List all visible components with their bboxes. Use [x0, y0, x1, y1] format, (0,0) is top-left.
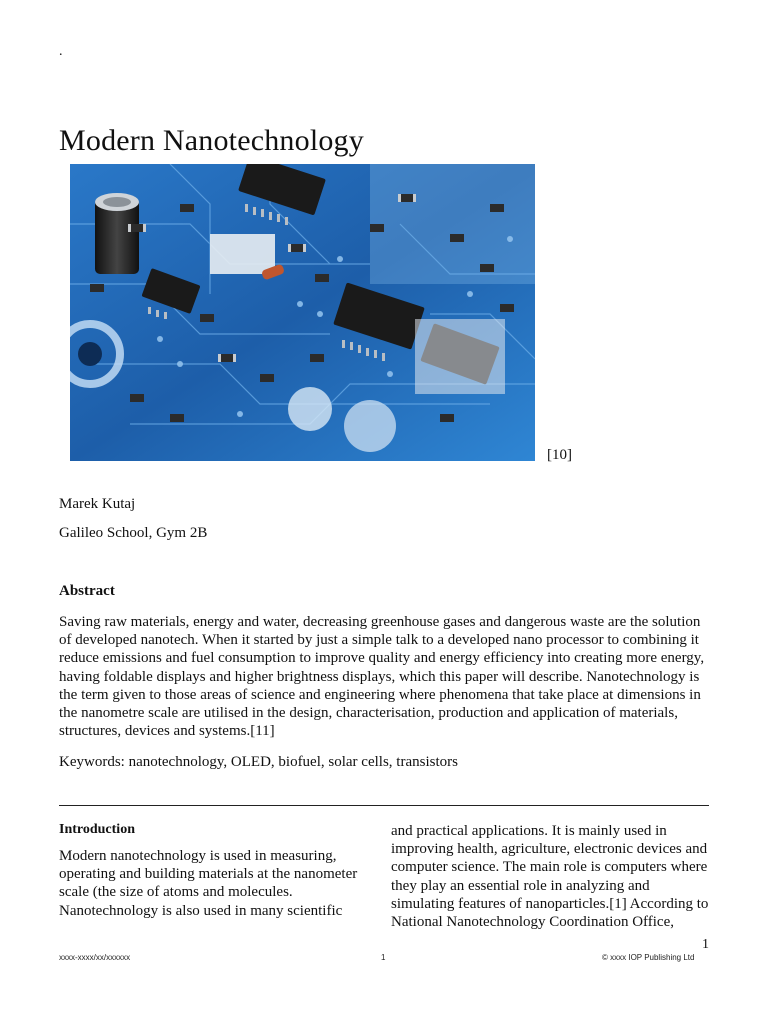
top-mark: .	[59, 44, 63, 59]
introduction-text-left: Modern nanotechnology is used in measuring, operating and building materials at the nanometer scale (the size of atoms and molecules. Nanotechnology is also used in many scientific	[59, 848, 358, 919]
page-title: Modern Nanotechnology	[59, 124, 364, 157]
section-divider	[59, 805, 709, 806]
keywords: Keywords: nanotechnology, OLED, biofuel, solar cells, transistors	[59, 754, 458, 770]
introduction-right-column	[391, 822, 711, 931]
footer-doi: xxxx-xxxx/xx/xxxxxx	[59, 953, 131, 962]
introduction-heading: Introduction	[59, 822, 135, 837]
author-name: Marek Kutaj	[59, 496, 136, 512]
introduction-text-right: and practical applications. It is mainly used in improving health, agriculture, electronic devices and computer science. The main role is computers where they play an essential role in analyzing and simulating features of nanoparticles.[1] According to National Nanotechnology Coordination Office,	[391, 823, 709, 931]
abstract-heading: Abstract	[59, 583, 115, 599]
figure-reference: [10]	[547, 447, 572, 463]
page-number: 1	[702, 937, 709, 952]
introduction-left-column	[59, 822, 371, 920]
author-affiliation: Galileo School, Gym 2B	[59, 525, 208, 541]
abstract-body: Saving raw materials, energy and water, decreasing greenhouse gases and dangerous waste are the solution of developed nanotech. When it started by just a simple talk to a developed nano processor to combining it reduce emissions and fuel consumption to improve quality and energy efficiency into creating more energy, having foldable displays and higher brightness displays, which this paper will describe. Nanotechnology is the term given to those areas of science and engineering where phenomena that take place at dimensions in the nanometre scale are utilised in the design, characterisation, production and application of materials, structures, devices and systems.[11]	[59, 614, 705, 740]
circuit-board-image	[70, 164, 535, 461]
footer-page-number: 1	[381, 953, 386, 962]
footer-copyright: © xxxx IOP Publishing Ltd	[602, 953, 695, 962]
circuit-board-illustration	[70, 164, 535, 461]
